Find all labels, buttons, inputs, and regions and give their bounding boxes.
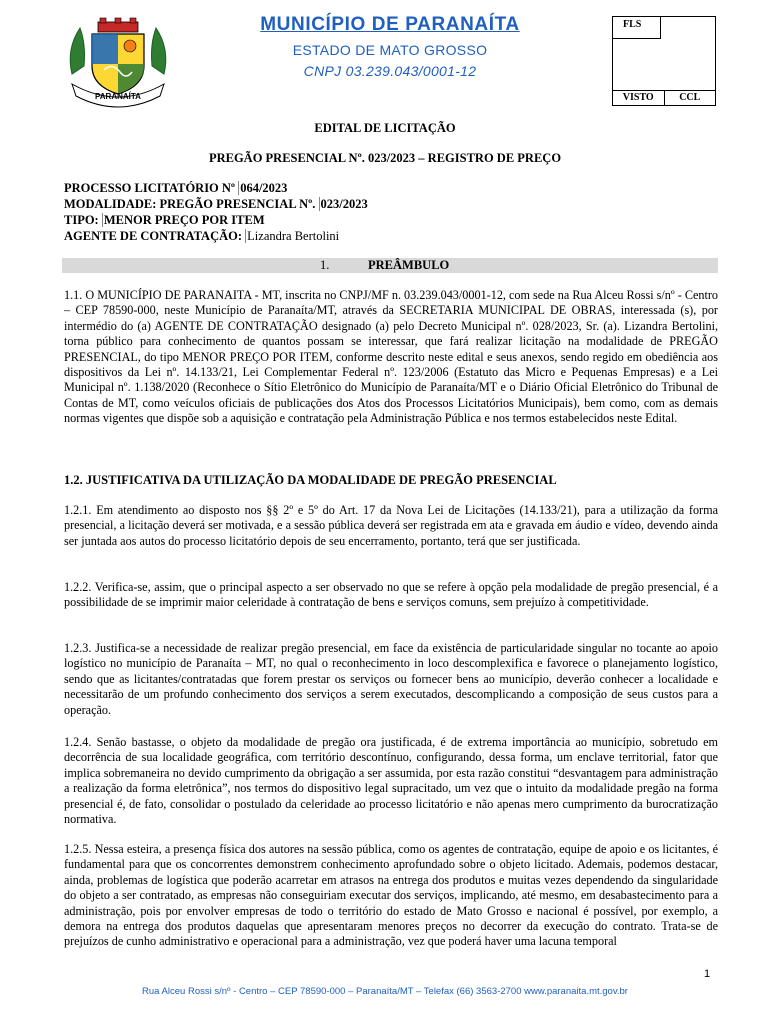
ccl-label: CCL xyxy=(679,92,701,103)
paragraph-1-2-5: 1.2.5. Nessa esteira, a presença física dos autores na sessão pública, como os agentes de contratação, equipe de apoio e os licitantes, é fundamental para que os concorrentes demonstrem conhecimento aprofundado sobre o objeto licitado. Ademais, podemos destacar, ainda, problemas de logística que poderão acarretar em atrasos na entrega dos produtos e muitas vezes dependendo da singularidade do objeto a ser contratado, as empresas não conseguiriam executar dos serviços, implicando, até mesmo, em desabastecimento para a administração, pois por envolver empresas de todo o território do estado de Mato Grosso e nacional é possível, por exemplo, a demora na entrega dos produtos daquelas que apresentaram menores preços no decorrer da execução do contrato. Trata-se de prejuízos de cunho administrativo e operacional para a administração, vez que poderá haver uma lacuna temporal xyxy=(64,842,718,949)
document-header xyxy=(190,14,590,79)
section-number: 1. xyxy=(320,258,330,272)
pregao-line: PREGÃO PRESENCIAL Nº. 023/2023 – REGISTRO DE PREÇO xyxy=(208,151,562,165)
paragraph-1-1: 1.1. O MUNICÍPIO DE PARANAITA - MT, inscrita no CNPJ/MF n. 03.239.043/0001-12, com sede na Rua Alceu Rossi s/nº - Centro – CEP 78590-000, neste Município de Paranaíta/MT, através da SECRETARIA MUNICIPAL DE OBRAS, interessada (s), por intermédio do (a) AGENTE DE CONTRATAÇÃO designado (a) pelo Decreto Municipal nº. 028/2023, Sr. (a). Lizandra Bertolini, torna público para conhecimento de quantos possam se interessar, que fará realizar licitação na modalidade de PREGÃO PRESENCIAL, do tipo MENOR PREÇO POR ITEM, conforme descrito neste edital e seus anexos, sendo regido em obediência aos dispositivos da Lei nº. 14.133/21, Lei Complementar Federal nº. 123/2006 (Estatuto das Micro e Pequenas Empresas) e a Lei Municipal nº. 1.138/2020 (Reconhece o Sítio Eletrônico do Município de Paranaíta/MT e o Diário Oficial Eletrônico do Tribunal de Contas de MT, como veículos oficiais de publicações dos Atos dos Processos Licitatórios Municipais), bem como, com as demais normas vigentes que dispõe sob a aquisição e contratação pela Administração Pública e nos termos estabelecidos neste Edital. xyxy=(64,288,718,426)
processo-label: PROCESSO LICITATÓRIO Nº xyxy=(64,181,236,195)
agente-value: Lizandra Bertolini xyxy=(247,229,340,243)
paragraph-1-2-1: 1.2.1. Em atendimento ao disposto nos §§ 2º e 5º do Art. 17 da Nova Lei de Licitações (14.133/21), para a utilização da forma presencial, a licitação deverá ser motivada, e a sessão pública deverá ser registrada em ata e gravada em áudio e vídeo, devendo ainda ser juntada aos autos do processo licitatório depois de seu encerramento, portanto, terá que ser justificada. xyxy=(64,503,718,548)
visto-label: VISTO xyxy=(613,91,665,105)
processo-value: 064/2023 xyxy=(240,181,288,195)
agente-label: AGENTE DE CONTRATAÇÃO: xyxy=(64,229,243,243)
municipality-title: MUNICÍPIO DE PARANAÍTA xyxy=(260,14,520,35)
tipo-value: MENOR PREÇO POR ITEM xyxy=(103,213,265,227)
modalidade-label: MODALIDADE: PREGÃO PRESENCIAL Nº. xyxy=(64,197,316,211)
paragraph-1-2-4: 1.2.4. Senão bastasse, o objeto da modalidade de pregão ora justificada, é de extrema importância ao município, sobretudo em decorrência de sua localidade geográfica, com território descontínuo, configurando, dessa forma, um enclave territorial, fator que implica sobremaneira no devido cumprimento da obrigação a ser assumida, por esta razão constitui “desvantagem para administração a realização da forma eletrônica”, nos termos do dispositivo legal supracitado, um vez que o intuito da modalidade pregão na forma presencial é, de fato, consolidar o postulado da celeridade ao processo licitatório e não apenas mero cumprimento da burocratização normativa. xyxy=(64,735,718,827)
page-footer: Rua Alceu Rossi s/nº - Centro – CEP 78590-000 – Paranaíta/MT – Telefax (66) 3563-2700 www.paranaita.mt.gov.br xyxy=(142,986,628,997)
heading-1-2: 1.2. JUSTIFICATIVA DA UTILIZAÇÃO DA MODALIDADE DE PREGÃO PRESENCIAL xyxy=(64,473,557,487)
page-number: 1 xyxy=(704,968,711,980)
fls-label: FLS xyxy=(613,17,661,39)
paragraph-1-2-3: 1.2.3. Justifica-se a necessidade de realizar pregão presencial, em face da existência de particularidade singular no tocante ao apoio logístico no município de Paranaíta – MT, no qual o reconhecimento in loco descomplexifica e favorece o planejamento logístico, sendo que as licitantes/contratadas que forem prestar os serviços ou fornecer bens ao município, deverão conhecer a localidade e necessitarão de um profundo conhecimento dos serviços a serem executados, descomplicando a composição de seus custos para a operação. xyxy=(64,641,718,717)
tipo-label: TIPO: xyxy=(64,213,99,227)
document-title: EDITAL DE LICITAÇÃO xyxy=(314,121,456,135)
state-name: ESTADO DE MATO GROSSO xyxy=(292,42,488,58)
fls-stamp-box xyxy=(612,16,716,106)
paragraph-1-2-2: 1.2.2. Verifica-se, assim, que o principal aspecto a ser observado no que se refere à opção pela modalidade de pregão presencial, é a possibilidade de se imprimir maior celeridade à contratação de bens e serviços comuns, sem prejuízo à competitividade. xyxy=(64,580,718,610)
section-label: PREÂMBULO xyxy=(368,258,450,272)
svg-text:PARANAÍTA: PARANAÍTA xyxy=(95,92,141,101)
cnpj-number: CNPJ 03.239.043/0001-12 xyxy=(303,63,477,79)
process-info xyxy=(64,180,368,244)
modalidade-value: 023/2023 xyxy=(320,197,368,211)
section-heading-preambulo xyxy=(62,258,718,273)
municipal-seal-logo xyxy=(62,14,174,110)
